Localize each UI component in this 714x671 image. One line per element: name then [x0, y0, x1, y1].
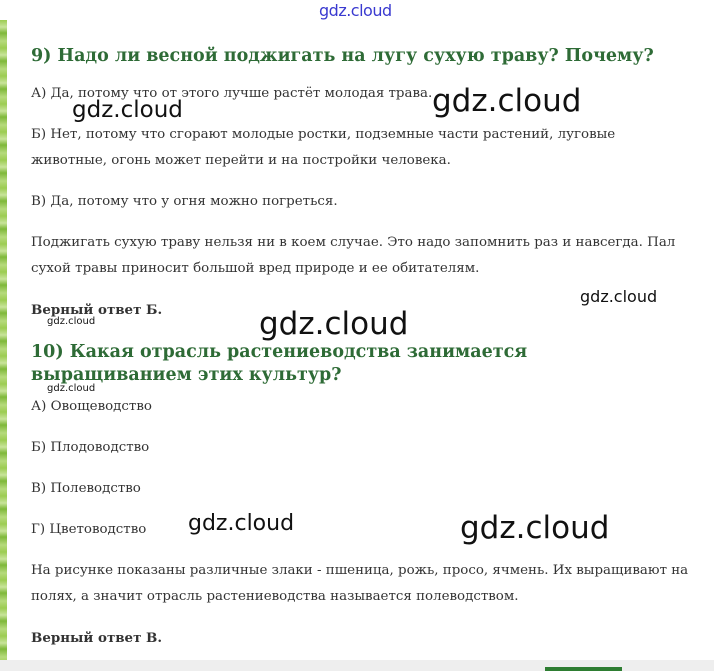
watermark: gdz.cloud	[580, 287, 658, 306]
watermark: gdz.cloud	[72, 97, 183, 123]
watermark: gdz.cloud	[47, 316, 96, 327]
question-9-answer: Верный ответ Б.	[31, 302, 163, 318]
header-watermark: gdz.cloud	[319, 1, 392, 20]
article-content	[31, 40, 691, 651]
watermark: gdz.cloud	[460, 510, 610, 546]
question-9-option-b: Б) Нет, потому что сгорают молодые ростки, подземные части растений, луговые животные, огонь может перейти и на постройки человека.	[31, 127, 616, 168]
question-9-title: 9) Надо ли весной поджигать на лугу сухую траву? Почему?	[31, 46, 654, 66]
question-10-title: 10) Какая отрасль растениеводства занимается выращиванием этих культур?	[31, 342, 528, 385]
question-10-explanation: На рисунке показаны различные злаки - пшеница, рожь, просо, ячмень. Их выращивают на полях, а значит отрасль растениеводства называется полеводством.	[31, 563, 689, 604]
decorative-grass-strip	[0, 20, 7, 660]
watermark: gdz.cloud	[432, 83, 582, 119]
question-10-option-d: Г) Цветоводство	[31, 522, 147, 537]
watermark: gdz.cloud	[188, 511, 295, 536]
question-9-option-a: А) Да, потому что от этого лучше растёт молодая трава.	[31, 86, 433, 101]
question-9-option-c: В) Да, потому что у огня можно погреться.	[31, 194, 338, 209]
question-10-option-c: В) Полеводство	[31, 481, 141, 496]
watermark: gdz.cloud	[47, 383, 96, 394]
question-10-option-b: Б) Плодоводство	[31, 440, 150, 455]
question-9-explanation: Поджигать сухую траву нельзя ни в коем случае. Это надо запомнить раз и навсегда. Пал сухой травы приносит большой вред природе и ее обитателям.	[31, 235, 676, 276]
watermark: gdz.cloud	[259, 306, 409, 342]
question-10-answer: Верный ответ В.	[31, 630, 163, 646]
bottom-accent-tab	[545, 667, 622, 671]
question-10-option-a: А) Овощеводство	[31, 399, 152, 414]
